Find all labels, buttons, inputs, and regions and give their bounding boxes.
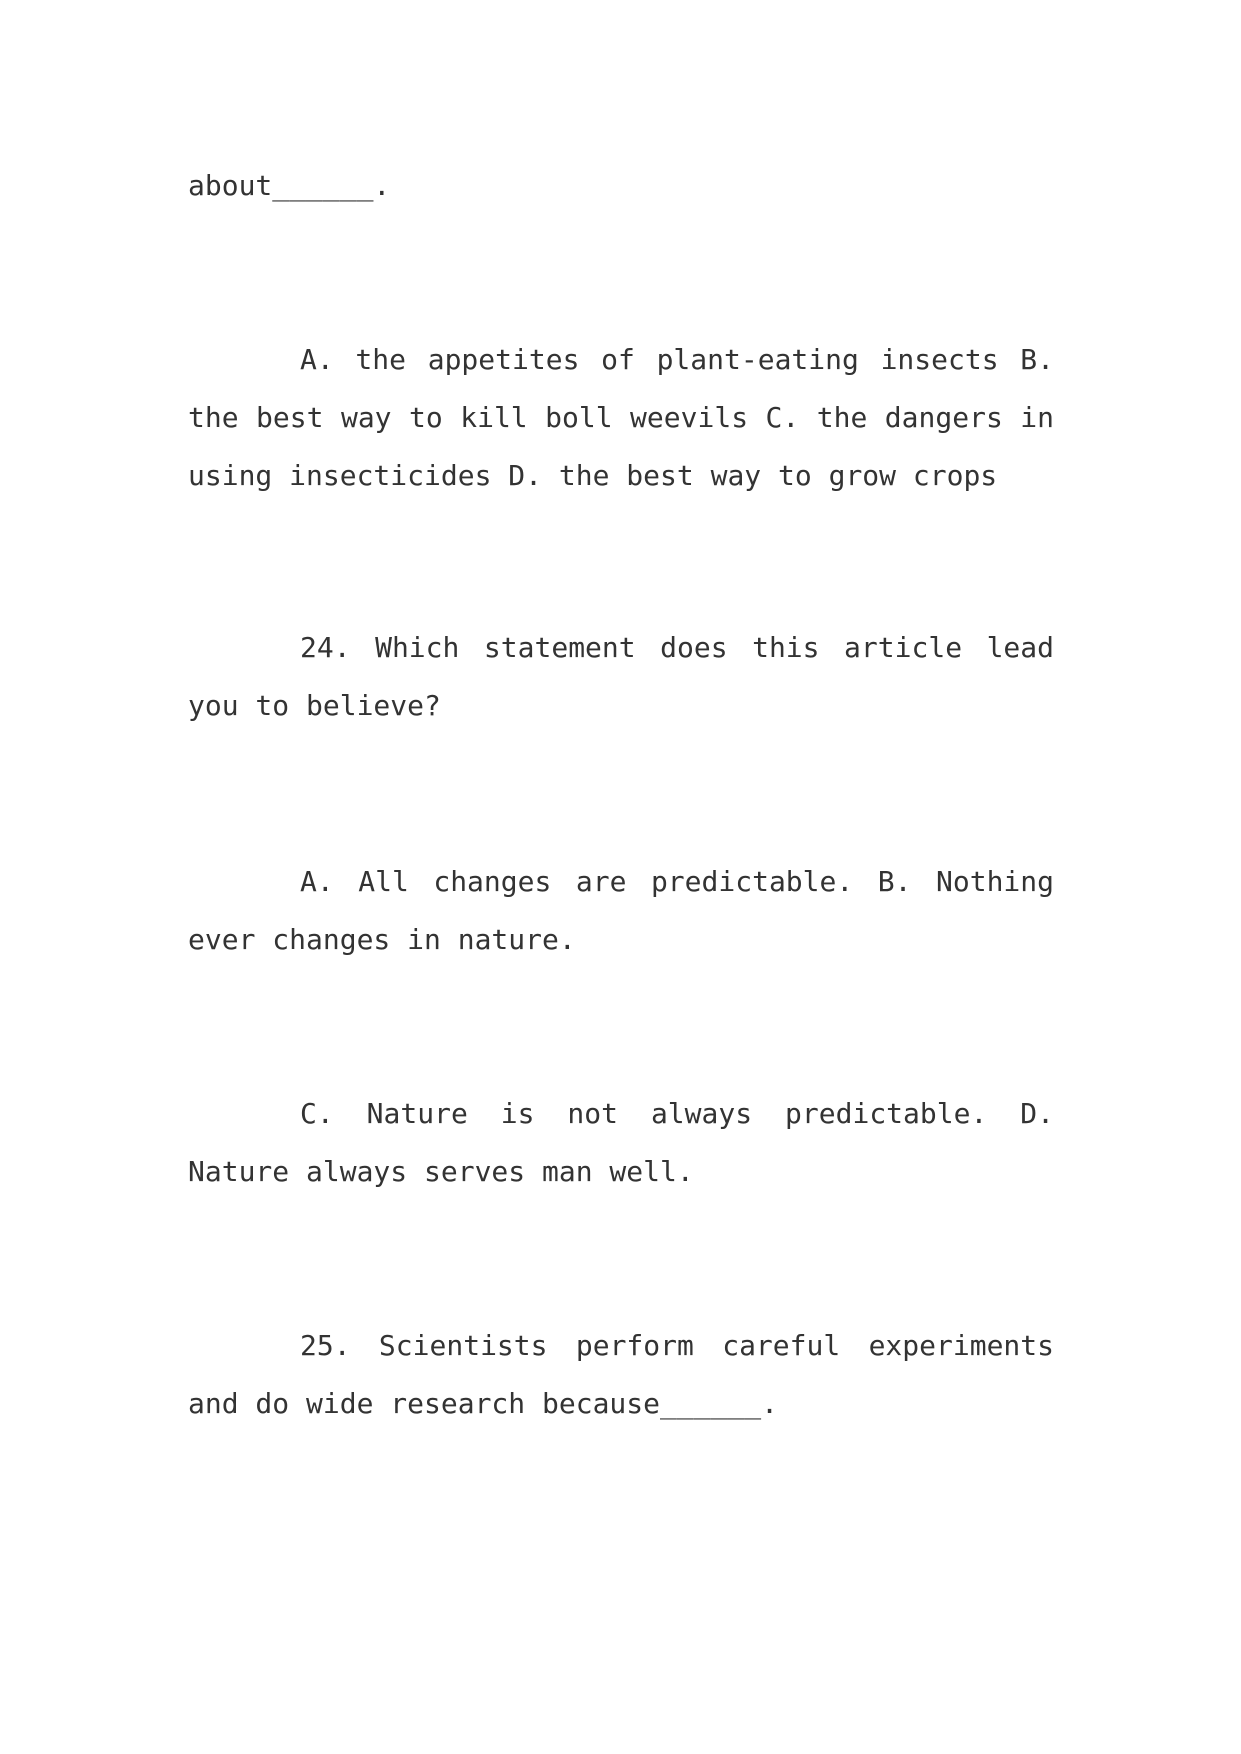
question-stem-continuation: about______. bbox=[188, 169, 391, 202]
question-25-stem: 25. Scientists perform careful experiments and do wide research because______. bbox=[188, 1329, 1054, 1420]
question-24-stem: 24. Which statement does this article lead you to believe? bbox=[188, 631, 1054, 722]
question-23-options: A. the appetites of plant-eating insects B. the best way to kill boll weevils C. the dangers in using insecticides D. the best way to grow crops bbox=[188, 343, 1054, 492]
question-24-options-cd: C. Nature is not always predictable. D. Nature always serves man well. bbox=[188, 1097, 1054, 1188]
question-24-options-ab: A. All changes are predictable. B. Nothing ever changes in nature. bbox=[188, 865, 1054, 956]
